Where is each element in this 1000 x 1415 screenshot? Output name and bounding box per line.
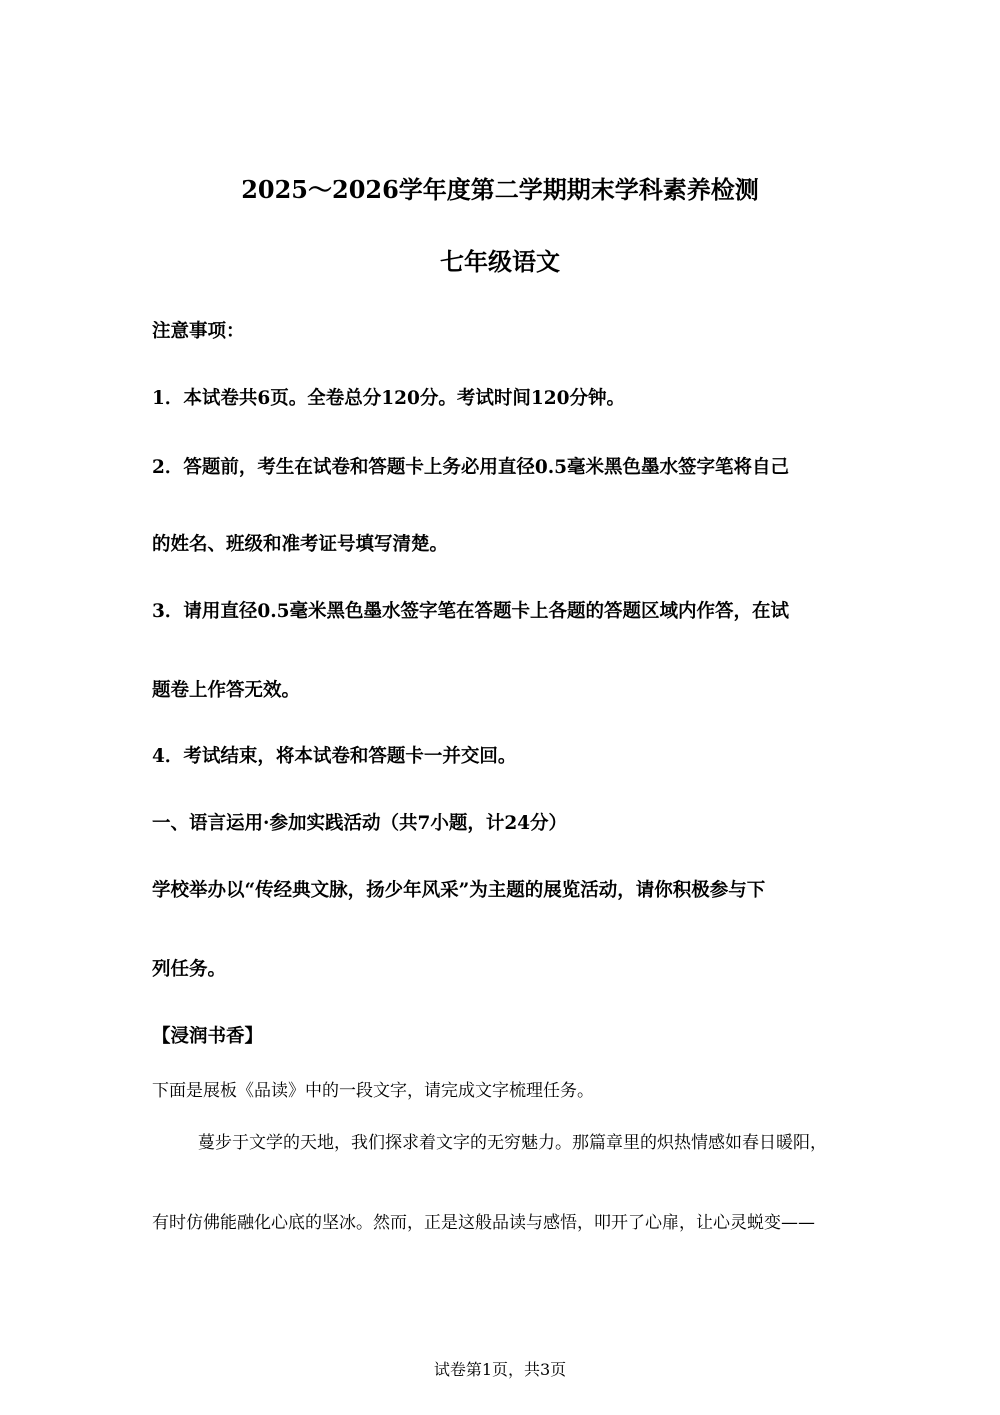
passage-line-2: 有时仿佛能融化心底的坚冰。然而，正是这般品读与感悟，叩开了心扉，让心灵蜕变—— [152, 1213, 815, 1233]
section-subheading: 【浸润书香】 [152, 1026, 264, 1047]
section-1-intro-line-1: 学校举办以“传经典文脉，扬少年风采”为主题的展览活动，请你积极参与下 [152, 880, 766, 901]
note-item-1: 1．本试卷共6页。全卷总分120分。考试时间120分钟。 [152, 388, 625, 409]
note-item-3-line-1: 3．请用直径0.5毫米黑色墨水签字笔在答题卡上各题的答题区域内作答，在试 [152, 601, 790, 622]
exam-title: 2025～2026学年度第二学期期末学科素养检测 [241, 175, 759, 204]
passage-line-1: 蔓步于文学的天地，我们探求着文字的无穷魅力。那篇章里的炽热情感如春日暖阳， [198, 1133, 827, 1153]
exam-subject: 七年级语文 [440, 247, 560, 276]
section-1-intro-line-2: 列任务。 [152, 959, 227, 980]
note-item-3-line-2: 题卷上作答无效。 [152, 680, 301, 701]
note-item-4: 4．考试结束，将本试卷和答题卡一并交回。 [152, 746, 517, 767]
task-instruction: 下面是展板《品读》中的一段文字，请完成文字梳理任务。 [152, 1081, 594, 1101]
page-footer: 试卷第1页，共3页 [433, 1360, 567, 1379]
note-item-2-line-1: 2．答题前，考生在试卷和答题卡上务必用直径0.5毫米黑色墨水签字笔将自己 [152, 457, 790, 478]
notes-heading: 注意事项： [152, 321, 245, 342]
note-item-2-line-2: 的姓名、班级和准考证号填写清楚。 [152, 534, 449, 555]
section-1-heading: 一、语言运用·参加实践活动（共7小题，计24分） [152, 813, 568, 834]
